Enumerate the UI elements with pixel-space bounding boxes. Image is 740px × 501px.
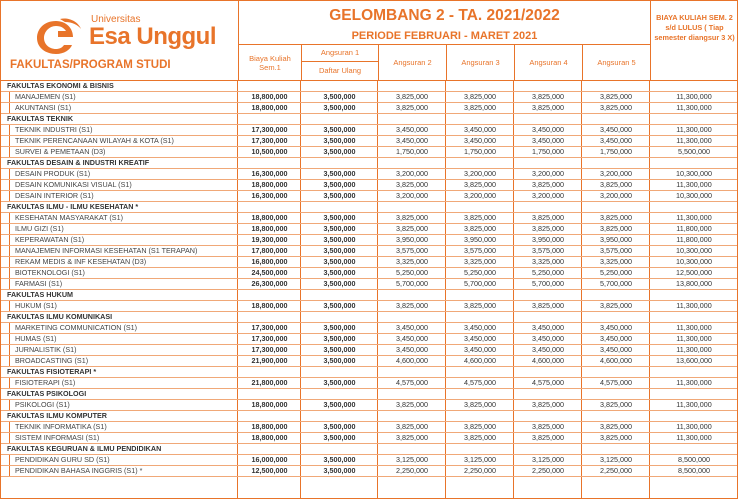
program-name: KESEHATAN MASYARAKAT (S1) (15, 213, 123, 222)
fee-cell: 1,750,000 (396, 147, 428, 156)
fee-cell: 3,500,000 (323, 92, 356, 101)
fee-cell: 3,500,000 (323, 213, 356, 222)
program-name: ILMU GIZI (S1) (15, 224, 64, 233)
fee-cell: 16,000,000 (251, 455, 288, 464)
fee-cell: 3,825,000 (532, 92, 564, 101)
fee-cell: 3,500,000 (323, 246, 356, 255)
faculty-row: FAKULTAS KEGURUAN & ILMU PENDIDIKAN (1, 444, 737, 455)
fee-cell: 3,825,000 (600, 224, 632, 233)
program-name: TEKNIK INDUSTRI (S1) (15, 125, 93, 134)
fee-cell: 3,500,000 (323, 400, 356, 409)
fee-cell: 3,825,000 (464, 180, 496, 189)
program-name: BIOTEKNOLOGI (S1) (15, 268, 85, 277)
fee-cell: 3,575,000 (396, 246, 428, 255)
fee-cell: 3,825,000 (396, 400, 428, 409)
faculty-row: FAKULTAS ILMU KOMUNIKASI (1, 312, 737, 323)
fee-cell: 2,250,000 (600, 466, 632, 475)
program-row (1, 169, 737, 180)
col-angsuran4: Angsuran 4 (514, 45, 582, 80)
program-name: AKUNTANSI (S1) (15, 103, 72, 112)
program-name: FARMASI (S1) (15, 279, 63, 288)
fee-cell: 2,250,000 (532, 466, 564, 475)
fee-cell: 3,825,000 (464, 301, 496, 310)
fee-cell: 21,800,000 (251, 378, 288, 387)
faculty-row: FAKULTAS TEKNIK (1, 114, 737, 125)
fee-cell: 3,200,000 (600, 169, 632, 178)
fee-cell: 3,825,000 (464, 213, 496, 222)
fee-cell: 3,825,000 (464, 433, 496, 442)
program-row (1, 257, 737, 268)
fee-cell: 3,125,000 (600, 455, 632, 464)
fee-cell: 18,800,000 (251, 180, 288, 189)
fee-cell: 3,825,000 (464, 400, 496, 409)
fee-cell: 3,825,000 (532, 400, 564, 409)
fee-cell: 3,450,000 (396, 323, 428, 332)
program-row (1, 455, 737, 466)
fee-cell: 11,300,000 (676, 180, 712, 189)
fee-cell: 16,300,000 (251, 169, 288, 178)
fee-cell: 3,450,000 (464, 345, 496, 354)
program-row (1, 125, 737, 136)
col-daftar-ulang: Daftar Ulang (301, 62, 378, 80)
fee-cell: 3,500,000 (323, 147, 356, 156)
fee-cell: 3,450,000 (464, 334, 496, 343)
fee-cell: 11,300,000 (676, 323, 712, 332)
fee-cell: 3,825,000 (532, 224, 564, 233)
fee-cell: 4,575,000 (532, 378, 564, 387)
fee-cell: 4,600,000 (464, 356, 496, 365)
fee-cell: 3,500,000 (323, 191, 356, 200)
fee-cell: 3,500,000 (323, 268, 356, 277)
program-name: DESAIN INTERIOR (S1) (15, 191, 94, 200)
fee-cell: 3,325,000 (464, 257, 496, 266)
fee-cell: 3,500,000 (323, 169, 356, 178)
fee-cell: 11,300,000 (676, 378, 712, 387)
program-row (1, 378, 737, 389)
fee-cell: 11,300,000 (676, 400, 712, 409)
fee-cell: 11,300,000 (676, 136, 712, 145)
fee-cell: 3,125,000 (464, 455, 496, 464)
program-name: KEPERAWATAN (S1) (15, 235, 85, 244)
fee-cell: 3,825,000 (396, 433, 428, 442)
fee-rows (1, 81, 737, 477)
fee-cell: 11,300,000 (676, 125, 712, 134)
fee-cell: 10,300,000 (676, 246, 712, 255)
fee-cell: 3,450,000 (464, 125, 496, 134)
fee-cell: 3,200,000 (532, 191, 564, 200)
faculty-row: FAKULTAS HUKUM (1, 290, 737, 301)
fee-cell: 1,750,000 (532, 147, 564, 156)
fee-cell: 12,500,000 (676, 268, 712, 277)
program-row (1, 279, 737, 290)
col-biaya-sem1: Biaya Kuliah Sem.1 (238, 45, 301, 80)
fee-cell: 21,900,000 (251, 356, 288, 365)
fee-cell: 17,300,000 (251, 136, 288, 145)
fee-cell: 3,450,000 (532, 345, 564, 354)
fee-cell: 4,600,000 (396, 356, 428, 365)
program-name: TEKNIK INFORMATIKA (S1) (15, 422, 107, 431)
fee-cell: 3,825,000 (532, 433, 564, 442)
fee-cell: 18,800,000 (251, 400, 288, 409)
fee-cell: 4,575,000 (600, 378, 632, 387)
program-row (1, 301, 737, 312)
program-name: MARKETING COMMUNICATION (S1) (15, 323, 138, 332)
fee-cell: 3,500,000 (323, 455, 356, 464)
fee-cell: 3,500,000 (323, 224, 356, 233)
fee-cell: 3,450,000 (396, 136, 428, 145)
program-name: SISTEM INFORMASI (S1) (15, 433, 100, 442)
brand-name: Esa Unggul (89, 23, 217, 50)
program-row (1, 400, 737, 411)
fee-cell: 4,600,000 (532, 356, 564, 365)
program-row (1, 268, 737, 279)
fee-cell: 11,300,000 (676, 103, 712, 112)
program-row (1, 213, 737, 224)
fee-cell: 5,250,000 (532, 268, 564, 277)
logo-area (1, 1, 239, 80)
fee-cell: 3,450,000 (532, 323, 564, 332)
fee-cell: 3,500,000 (323, 235, 356, 244)
fee-cell: 5,250,000 (396, 268, 428, 277)
program-name: MANAJEMEN (S1) (15, 92, 76, 101)
fee-cell: 5,500,000 (678, 147, 710, 156)
program-name: HUKUM (S1) (15, 301, 57, 310)
program-name: REKAM MEDIS & INF KESEHATAN (D3) (15, 257, 147, 266)
fee-cell: 18,800,000 (251, 213, 288, 222)
program-name: FISIOTERAPI (S1) (15, 378, 76, 387)
fee-cell: 3,825,000 (600, 400, 632, 409)
fee-cell: 3,825,000 (464, 103, 496, 112)
fee-cell: 3,450,000 (464, 323, 496, 332)
fee-cell: 3,950,000 (464, 235, 496, 244)
fee-cell: 10,300,000 (676, 169, 712, 178)
program-row (1, 433, 737, 444)
fee-cell: 13,600,000 (676, 356, 712, 365)
fee-cell: 3,450,000 (396, 125, 428, 134)
gelombang-title: GELOMBANG 2 - TA. 2021/2022 (329, 7, 560, 24)
fee-cell: 17,300,000 (251, 345, 288, 354)
program-row (1, 422, 737, 433)
fee-cell: 3,325,000 (396, 257, 428, 266)
fee-cell: 3,825,000 (532, 180, 564, 189)
fee-cell: 3,825,000 (600, 103, 632, 112)
fee-cell: 3,825,000 (600, 92, 632, 101)
col-biaya-sem2: BIAYA KULIAH SEM. 2 s/d LULUS ( Tiap semester diangsur 3 X) (650, 1, 738, 80)
fee-cell: 16,800,000 (251, 257, 288, 266)
fee-cell: 3,825,000 (396, 103, 428, 112)
fee-cell: 3,450,000 (600, 323, 632, 332)
fee-cell: 17,300,000 (251, 323, 288, 332)
fee-cell: 2,250,000 (464, 466, 496, 475)
fee-cell: 3,825,000 (464, 224, 496, 233)
fee-cell: 10,300,000 (676, 191, 712, 200)
fee-cell: 3,825,000 (396, 213, 428, 222)
fee-cell: 13,800,000 (676, 279, 712, 288)
fee-cell: 3,575,000 (464, 246, 496, 255)
fee-cell: 3,200,000 (396, 169, 428, 178)
fee-cell: 11,300,000 (676, 433, 712, 442)
program-row (1, 356, 737, 367)
fee-cell: 3,500,000 (323, 180, 356, 189)
periode-subtitle: PERIODE FEBRUARI - MARET 2021 (351, 30, 538, 42)
fee-cell: 3,500,000 (323, 103, 356, 112)
fee-cell: 3,500,000 (323, 136, 356, 145)
fee-cell: 3,825,000 (396, 301, 428, 310)
fee-cell: 11,300,000 (676, 334, 712, 343)
fee-cell: 3,825,000 (396, 92, 428, 101)
faculty-row: FAKULTAS PSIKOLOGI (1, 389, 737, 400)
fee-cell: 3,325,000 (532, 257, 564, 266)
fee-cell: 3,825,000 (396, 180, 428, 189)
fee-cell: 4,600,000 (600, 356, 632, 365)
fee-cell: 3,200,000 (464, 191, 496, 200)
fee-cell: 1,750,000 (600, 147, 632, 156)
faculty-row: FAKULTAS FISIOTERAPI * (1, 367, 737, 378)
fee-cell: 3,450,000 (532, 125, 564, 134)
esa-unggul-logo-icon (34, 17, 84, 57)
fee-cell: 3,950,000 (532, 235, 564, 244)
fee-cell: 11,300,000 (676, 422, 712, 431)
program-row (1, 246, 737, 257)
fee-cell: 5,700,000 (532, 279, 564, 288)
fee-cell: 3,450,000 (396, 334, 428, 343)
col-angsuran1: Angsuran 1 (301, 45, 378, 62)
fee-cell: 3,450,000 (600, 125, 632, 134)
fee-cell: 26,300,000 (251, 279, 288, 288)
fee-cell: 4,575,000 (464, 378, 496, 387)
fee-cell: 8,500,000 (678, 466, 710, 475)
fee-cell: 17,800,000 (251, 246, 288, 255)
program-row (1, 147, 737, 158)
fee-cell: 3,125,000 (532, 455, 564, 464)
fee-cell: 11,300,000 (676, 92, 712, 101)
fee-cell: 3,825,000 (464, 92, 496, 101)
col-angsuran2: Angsuran 2 (378, 45, 446, 80)
fee-cell: 18,800,000 (251, 92, 288, 101)
fee-cell: 18,800,000 (251, 422, 288, 431)
program-row (1, 334, 737, 345)
fee-cell: 3,500,000 (323, 301, 356, 310)
fee-cell: 3,125,000 (396, 455, 428, 464)
fee-cell: 3,450,000 (532, 136, 564, 145)
fee-cell: 3,200,000 (532, 169, 564, 178)
fee-cell: 3,950,000 (600, 235, 632, 244)
fee-cell: 3,200,000 (396, 191, 428, 200)
faculty-row: FAKULTAS ILMU KOMPUTER (1, 411, 737, 422)
fee-cell: 3,825,000 (396, 224, 428, 233)
fee-cell: 3,500,000 (323, 356, 356, 365)
program-row (1, 345, 737, 356)
fee-cell: 3,200,000 (600, 191, 632, 200)
fee-cell: 3,825,000 (600, 433, 632, 442)
table-header (1, 1, 737, 81)
fee-cell: 1,750,000 (464, 147, 496, 156)
fee-cell: 3,450,000 (396, 345, 428, 354)
fee-cell: 3,825,000 (532, 103, 564, 112)
fee-cell: 17,300,000 (251, 334, 288, 343)
program-row (1, 224, 737, 235)
program-row (1, 466, 737, 477)
fee-cell: 3,825,000 (532, 301, 564, 310)
fee-cell: 2,250,000 (396, 466, 428, 475)
fee-cell: 3,500,000 (323, 257, 356, 266)
fee-cell: 3,500,000 (323, 466, 356, 475)
col-angsuran5: Angsuran 5 (582, 45, 650, 80)
fee-cell: 3,500,000 (323, 323, 356, 332)
fee-cell: 3,950,000 (396, 235, 428, 244)
fee-cell: 3,500,000 (323, 125, 356, 134)
fee-cell: 24,500,000 (251, 268, 288, 277)
fee-cell: 3,575,000 (600, 246, 632, 255)
fee-cell: 10,300,000 (676, 257, 712, 266)
fee-cell: 10,500,000 (251, 147, 288, 156)
fee-cell: 3,500,000 (323, 279, 356, 288)
faculty-row: FAKULTAS DESAIN & INDUSTRI KREATIF (1, 158, 737, 169)
fee-cell: 3,500,000 (323, 433, 356, 442)
fee-cell: 18,800,000 (251, 433, 288, 442)
fee-cell: 3,500,000 (323, 422, 356, 431)
fee-cell: 3,450,000 (532, 334, 564, 343)
fee-cell: 5,700,000 (600, 279, 632, 288)
fee-cell: 11,300,000 (676, 345, 712, 354)
program-name: PSIKOLOGI (S1) (15, 400, 70, 409)
fee-cell: 3,825,000 (600, 213, 632, 222)
fee-cell: 3,450,000 (600, 334, 632, 343)
program-row (1, 235, 737, 246)
fee-cell: 3,825,000 (396, 422, 428, 431)
fee-cell: 5,700,000 (396, 279, 428, 288)
fee-cell: 5,250,000 (464, 268, 496, 277)
program-name: HUMAS (S1) (15, 334, 57, 343)
program-name: SURVEI & PEMETAAN (D3) (15, 147, 106, 156)
fee-cell: 18,800,000 (251, 103, 288, 112)
fee-cell: 3,825,000 (600, 422, 632, 431)
fee-cell: 16,300,000 (251, 191, 288, 200)
fee-cell: 3,500,000 (323, 378, 356, 387)
program-name: MANAJEMEN INFORMASI KESEHATAN (S1 TERAPAN) (15, 246, 198, 255)
program-row (1, 103, 737, 114)
program-name: JURNALISTIK (S1) (15, 345, 77, 354)
fee-cell: 3,825,000 (532, 422, 564, 431)
fee-cell: 4,575,000 (396, 378, 428, 387)
program-name: PENDIDIKAN BAHASA INGGRIS (S1) * (15, 466, 143, 475)
fee-cell: 3,825,000 (600, 301, 632, 310)
fee-cell: 5,250,000 (600, 268, 632, 277)
program-name: BROADCASTING (S1) (15, 356, 89, 365)
program-row (1, 180, 737, 191)
fee-cell: 11,300,000 (676, 301, 712, 310)
fee-cell: 8,500,000 (678, 455, 710, 464)
faculty-row: FAKULTAS ILMU - ILMU KESEHATAN * (1, 202, 737, 213)
fee-cell: 3,575,000 (532, 246, 564, 255)
program-name: PENDIDIKAN GURU SD (S1) (15, 455, 110, 464)
fee-cell: 18,800,000 (251, 301, 288, 310)
fee-cell: 3,450,000 (464, 136, 496, 145)
fee-cell: 12,500,000 (251, 466, 288, 475)
fee-cell: 18,800,000 (251, 224, 288, 233)
faculty-column-title: FAKULTAS/PROGRAM STUDI (10, 59, 171, 71)
fee-cell: 3,450,000 (600, 345, 632, 354)
program-row (1, 136, 737, 147)
program-row (1, 92, 737, 103)
fee-cell: 19,300,000 (251, 235, 288, 244)
fee-cell: 11,800,000 (676, 224, 712, 233)
fee-cell: 3,450,000 (600, 136, 632, 145)
program-name: DESAIN KOMUNIKASI VISUAL (S1) (15, 180, 132, 189)
fee-cell: 5,700,000 (464, 279, 496, 288)
program-name: DESAIN PRODUK (S1) (15, 169, 91, 178)
program-row (1, 191, 737, 202)
fee-cell: 3,325,000 (600, 257, 632, 266)
fee-cell: 3,825,000 (464, 422, 496, 431)
university-label: Universitas (91, 14, 141, 25)
program-row (1, 323, 737, 334)
fee-cell: 3,200,000 (464, 169, 496, 178)
col-angsuran3: Angsuran 3 (446, 45, 514, 80)
fee-cell: 17,300,000 (251, 125, 288, 134)
fee-cell: 11,800,000 (676, 235, 712, 244)
fee-cell: 11,300,000 (676, 213, 712, 222)
fee-cell: 3,825,000 (532, 213, 564, 222)
faculty-row: FAKULTAS EKONOMI & BISNIS (1, 81, 737, 92)
program-name: TEKNIK PERENCANAAN WILAYAH & KOTA (S1) (15, 136, 174, 145)
fee-cell: 3,825,000 (600, 180, 632, 189)
fee-cell: 3,500,000 (323, 345, 356, 354)
fee-cell: 3,500,000 (323, 334, 356, 343)
